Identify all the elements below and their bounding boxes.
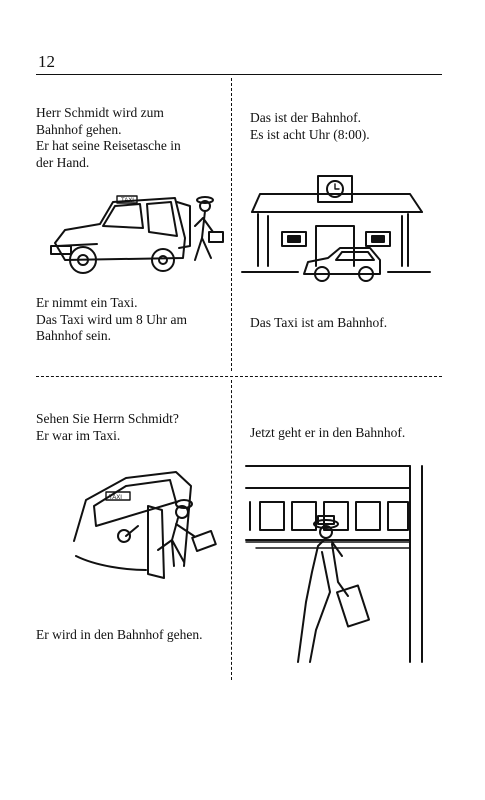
taxi-sign-text: TAXI <box>121 198 134 204</box>
panel2-text-bottom: Das Taxi ist am Bahnhof. <box>250 315 388 330</box>
top-rule <box>36 74 442 75</box>
panel3-text-bottom: Er wird in den Bahnhof gehen. <box>36 627 203 642</box>
taxi-sign-text: TAXI <box>109 495 122 501</box>
page-number: 12 <box>38 52 55 71</box>
panel1-text-top: Herr Schmidt wird zum Bahnhof gehen. Er hat seine Reisetasche in der Hand. <box>36 105 181 170</box>
vertical-divider-lower <box>231 380 232 680</box>
station-illustration <box>238 174 434 286</box>
exit-taxi-illustration <box>66 466 226 581</box>
panel2-text-top: Das ist der Bahnhof. Es ist acht Uhr (8:00). <box>250 110 370 142</box>
panel4-text-top: Jetzt geht er in den Bahnhof. <box>250 425 406 440</box>
train-illustration <box>246 462 430 667</box>
horizontal-divider <box>36 376 442 377</box>
panel3-text-top: Sehen Sie Herrn Schmidt? Er war im Taxi. <box>36 411 179 443</box>
vertical-divider-upper <box>231 78 232 371</box>
taxi-pickup-illustration <box>45 188 230 283</box>
panel1-text-bottom: Er nimmt ein Taxi. Das Taxi wird um 8 Uhr am Bahnhof sein. <box>36 295 188 343</box>
